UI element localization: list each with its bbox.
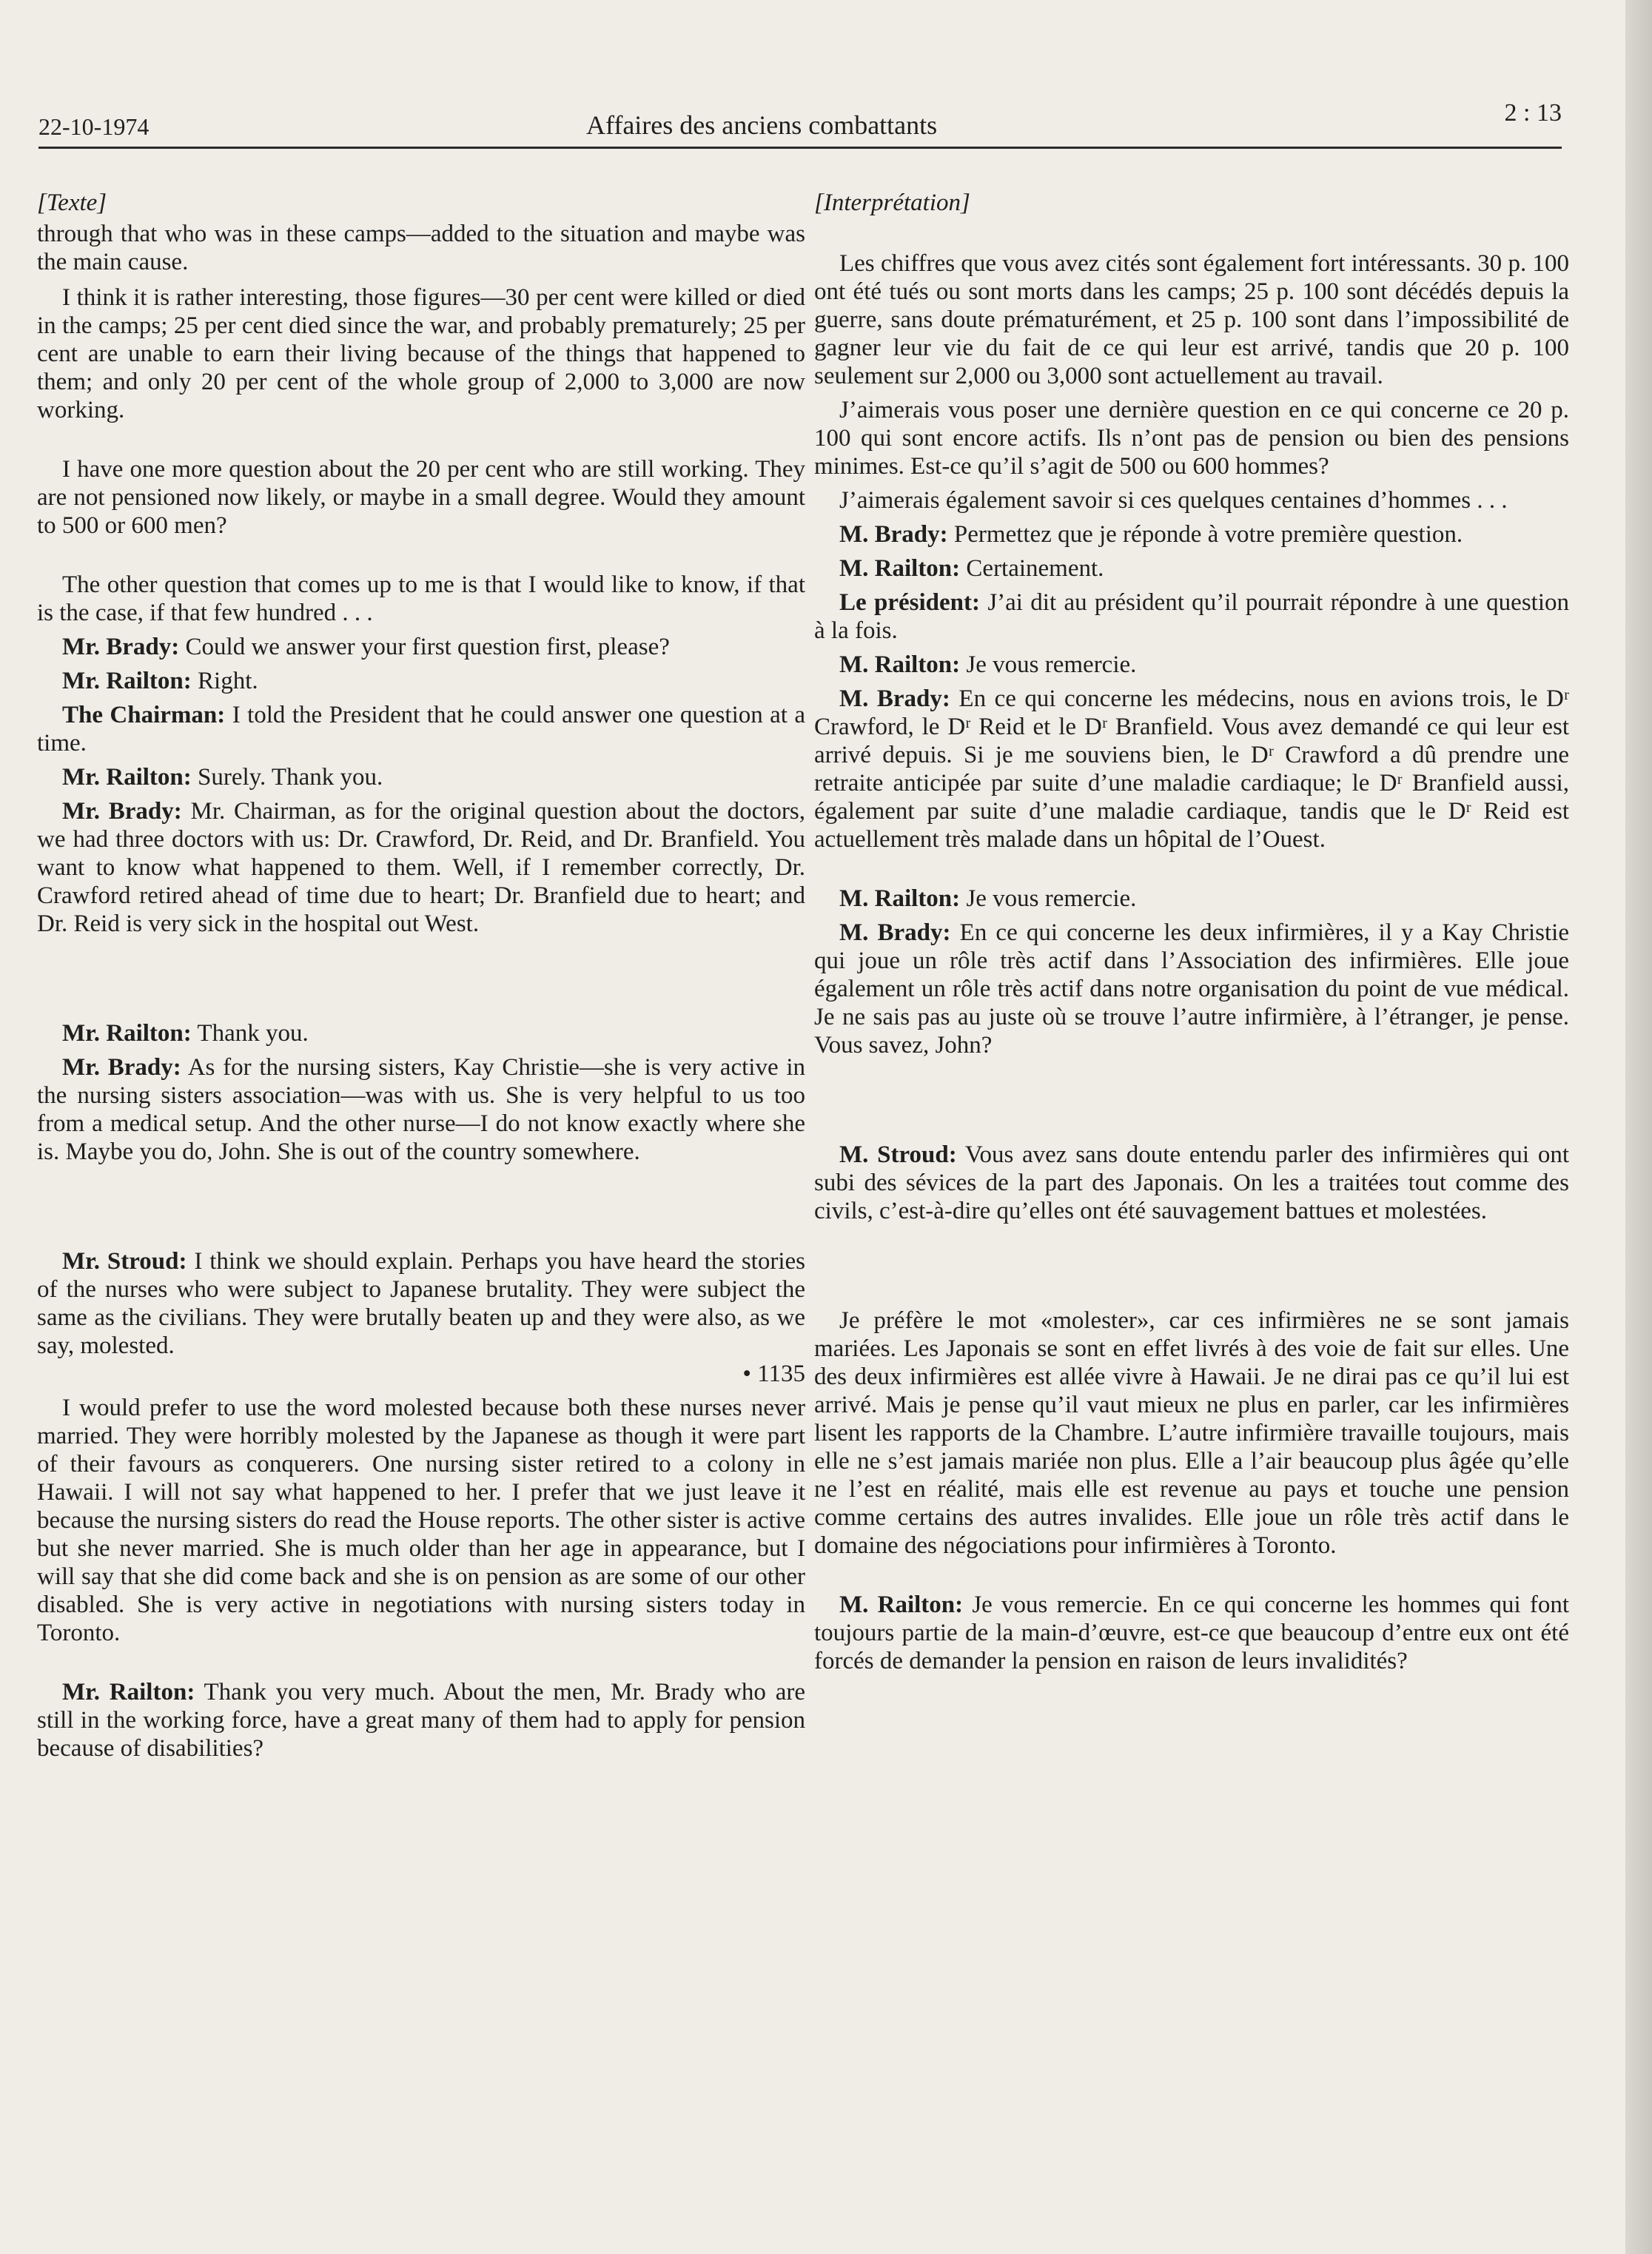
speaker-paragraph (814, 885, 1569, 913)
paragraph-text: I think we should explain. Perhaps you have heard the stories of the nurses who were subject to Japanese brutality. They were subject the same as the civilians. They were brutally beaten up and they were also, as we say, molested. (37, 1248, 805, 1359)
paragraph-text: J’aimerais également savoir si ces quelques centaines d’hommes . . . (839, 487, 1508, 514)
paragraph-text: J’aimerais vous poser une dernière question en ce qui concerne ce 20 p. 100 qui sont encore actifs. Ils n’ont pas de pension ou bien des pensions minimes. Est-ce qu’il s’agit de 500 ou 600 hommes? (814, 397, 1569, 480)
page-header (38, 87, 1562, 149)
paragraph-text: Surely. Thank you. (198, 764, 383, 791)
paragraph-text: Je vous remercie. (966, 885, 1137, 912)
speaker-paragraph (37, 797, 805, 938)
paragraph-text: Vous avez sans doute entendu parler des infirmières qui ont subi des sévices de la part des Japonais. On les a traitées tout comme des civils, c’est-à-dire qu’elles ont été sauvagement battues et molestées. (814, 1141, 1569, 1224)
speaker-paragraph (37, 763, 805, 791)
speaker-paragraph (814, 1141, 1569, 1225)
paragraph-text: En ce qui concerne les médecins, nous en avions trois, le Dʳ Crawford, le Dʳ Reid et le Dʳ Branfield. Vous avez demandé ce qui leur est arrivé depuis. Si je me souviens bien, le Dʳ Crawford a dû prendre une retraite anticipée par suite d’une maladie cardiaque; le Dʳ Branfield aussi, également par suite d’une maladie cardiaque, tandis que le Dʳ Reid est actuellement très malade dans un hôpital de l’Ouest. (814, 685, 1570, 853)
speaker-name: M. Railton: (839, 555, 961, 582)
paragraph (814, 486, 1569, 514)
speaker-name: Le président: (839, 589, 980, 616)
speaker-name: M. Stroud: (839, 1141, 957, 1168)
paragraph-text: I told the President that he could answer one question at a time. (37, 702, 806, 757)
paragraph-text: Could we answer your first question first, please? (185, 634, 670, 660)
speaker-paragraph (37, 1247, 805, 1360)
paragraph-text: Les chiffres que vous avez cités sont également fort intéressants. 30 p. 100 ont été tués ou sont morts dans les camps; 25 p. 100 sont décédés depuis la guerre, sans doute prématurément, et 25 p. 100 sont dans l’impossibilité de gagner leur vie du fait de ce qui leur est arrivé, tandis que 20 p. 100 seulement sur 2,000 ou 3,000 sont actuellement au travail. (814, 250, 1569, 389)
paragraph (37, 1394, 805, 1647)
paragraph-text: As for the nursing sisters, Kay Christie—she is very active in the nursing sisters association—was with us. She is very helpful to us too from a medical setup. And the other nurse—I do not know exactly where she is. Maybe you do, John. She is out of the country somewhere. (37, 1054, 806, 1165)
speaker-name: Mr. Railton: (62, 668, 192, 694)
paragraph-text: Permettez que je réponde à votre première question. (953, 521, 1463, 548)
speaker-name: M. Brady: (839, 521, 948, 548)
speaker-name: Mr. Brady: (62, 634, 180, 660)
header-title: Affaires des anciens combattants (586, 110, 938, 140)
paragraph-text: Je vous remercie. (966, 651, 1137, 678)
paragraph-text: Thank you very much. About the men, Mr. Brady who are still in the working force, have a great many of them had to apply for pension because of disabilities? (37, 1679, 806, 1762)
speaker-name: Mr. Railton: (62, 1020, 192, 1047)
paragraph-text: Thank you. (197, 1020, 309, 1047)
paragraph-text: Mr. Chairman, as for the original question about the doctors, we had three doctors with us: Dr. Crawford, Dr. Reid, and Dr. Branfield. You want to know what happened to them. Well, if I remember correctly, Dr. Crawford retired ahead of time due to heart; Dr. Branfield due to heart; and Dr. Reid is very sick in the hospital out West. (37, 798, 806, 937)
speaker-paragraph (814, 685, 1569, 853)
paragraph-text: The other question that comes up to me is that I would like to know, if that is the case, if that few hundred . . . (37, 571, 805, 626)
speaker-name: Mr. Brady: (62, 798, 182, 825)
header-page-number: 2 : 13 (1504, 99, 1562, 127)
paragraph-text: I would prefer to use the word molested because both these nurses never married. They were horribly molested by the Japanese as though it were part of their favours as conquerers. One nursing sister retired to a colony in Hawaii. I will not say what happened to her. I prefer that we just leave it because the nursing sisters do read the House reports. The other sister is active but she never married. She is much older than her age in appearance, but I will say that she did come back and she is on pension as are some of our other disabled. She is very active in negotiations with nursing sisters today in Toronto. (37, 1395, 805, 1646)
speaker-paragraph (37, 1678, 805, 1762)
speaker-paragraph (814, 1591, 1569, 1675)
language-label: [Interprétation] (814, 189, 970, 216)
paragraph-text: J’ai dit au président qu’il pourrait répondre à une question à la fois. (814, 589, 1570, 644)
speaker-paragraph (814, 554, 1569, 583)
right-column-french (814, 189, 1569, 1675)
paragraph (814, 396, 1569, 480)
speaker-name: M. Brady: (839, 919, 951, 946)
header-date: 22-10-1974 (38, 113, 150, 140)
paragraph-text: through that who was in these camps—added to the situation and maybe was the main cause. (37, 221, 805, 275)
paragraph-text: Je vous remercie. En ce qui concerne les hommes qui font toujours partie de la main-d’œuvre, est-ce que beaucoup d’entre eux ont été forcés de demander la pension en raison de leurs invalidités? (814, 1591, 1569, 1674)
speaker-paragraph (37, 1019, 805, 1047)
speaker-name: The Chairman: (62, 702, 226, 728)
speaker-paragraph (37, 1053, 805, 1166)
speaker-name: Mr. Brady: (62, 1054, 181, 1081)
time-marker: • 1135 (742, 1361, 805, 1387)
paragraph (37, 284, 805, 424)
paragraph (814, 249, 1569, 390)
paragraph (814, 1307, 1569, 1560)
speaker-name: Mr. Stroud: (62, 1248, 187, 1275)
paragraph-text: Certainement. (966, 555, 1104, 582)
paragraph-text: I think it is rather interesting, those figures—30 per cent were killed or died in the camps; 25 per cent died since the war, and probably prematurely; 25 per cent are unable to earn their living because of the things that happened to them; and only 20 per cent of the whole group of 2,000 to 3,000 are now working. (37, 284, 805, 423)
speaker-name: M. Railton: (839, 885, 961, 912)
page-edge (1625, 0, 1652, 2254)
paragraph (37, 455, 805, 540)
speaker-name: Mr. Railton: (62, 764, 192, 791)
left-column-english (37, 189, 805, 1762)
speaker-name: M. Railton: (839, 1591, 964, 1618)
speaker-name: M. Railton: (839, 651, 961, 678)
speaker-paragraph (814, 651, 1569, 679)
speaker-paragraph (37, 667, 805, 695)
paragraph-text: En ce qui concerne les deux infirmières, il y a Kay Christie qui joue un rôle très actif dans l’Association des infirmières. Elle joue également un rôle très actif dans notre organisation du point de vue médical. Je ne sais pas au juste où se trouve l’autre infirmière, à l’étranger, je pense. Vous savez, John? (814, 919, 1569, 1059)
language-label: [Texte] (37, 189, 107, 216)
speaker-paragraph (814, 588, 1569, 645)
paragraph (37, 220, 805, 276)
speaker-name: Mr. Railton: (62, 1679, 195, 1705)
speaker-paragraph (814, 520, 1569, 549)
paragraph-text: I have one more question about the 20 per cent who are still working. They are not pensioned now likely, or maybe in a small degree. Would they amount to 500 or 600 men? (37, 456, 805, 539)
speaker-name: M. Brady: (839, 685, 950, 712)
paragraph-text: Je préfère le mot «molester», car ces infirmières ne se sont jamais mariées. Les Japonais se sont en effet livrés à des voie de fait sur elles. Une des deux infirmières est allée vivre à Hawaii. Je ne dirai pas ce qu’il lui est arrivé. Mais je pense qu’il vaut mieux ne plus en parler, car les infirmières lisent les rapports de la Chambre. L’autre infirmière travaille toujours, mais elle ne s’est jamais mariée non plus. Elle a l’air beaucoup plus âgée qu’elle ne l’est en réalité, mais elle est revenue au pays et touche une pension comme certains des autres invalides. Elle joue un rôle très actif dans le domaine des négociations pour infirmières à Toronto. (814, 1307, 1569, 1559)
paragraph-text: Right. (198, 668, 258, 694)
speaker-paragraph (37, 633, 805, 661)
paragraph (37, 571, 805, 627)
speaker-paragraph (37, 701, 805, 757)
speaker-paragraph (814, 919, 1569, 1059)
